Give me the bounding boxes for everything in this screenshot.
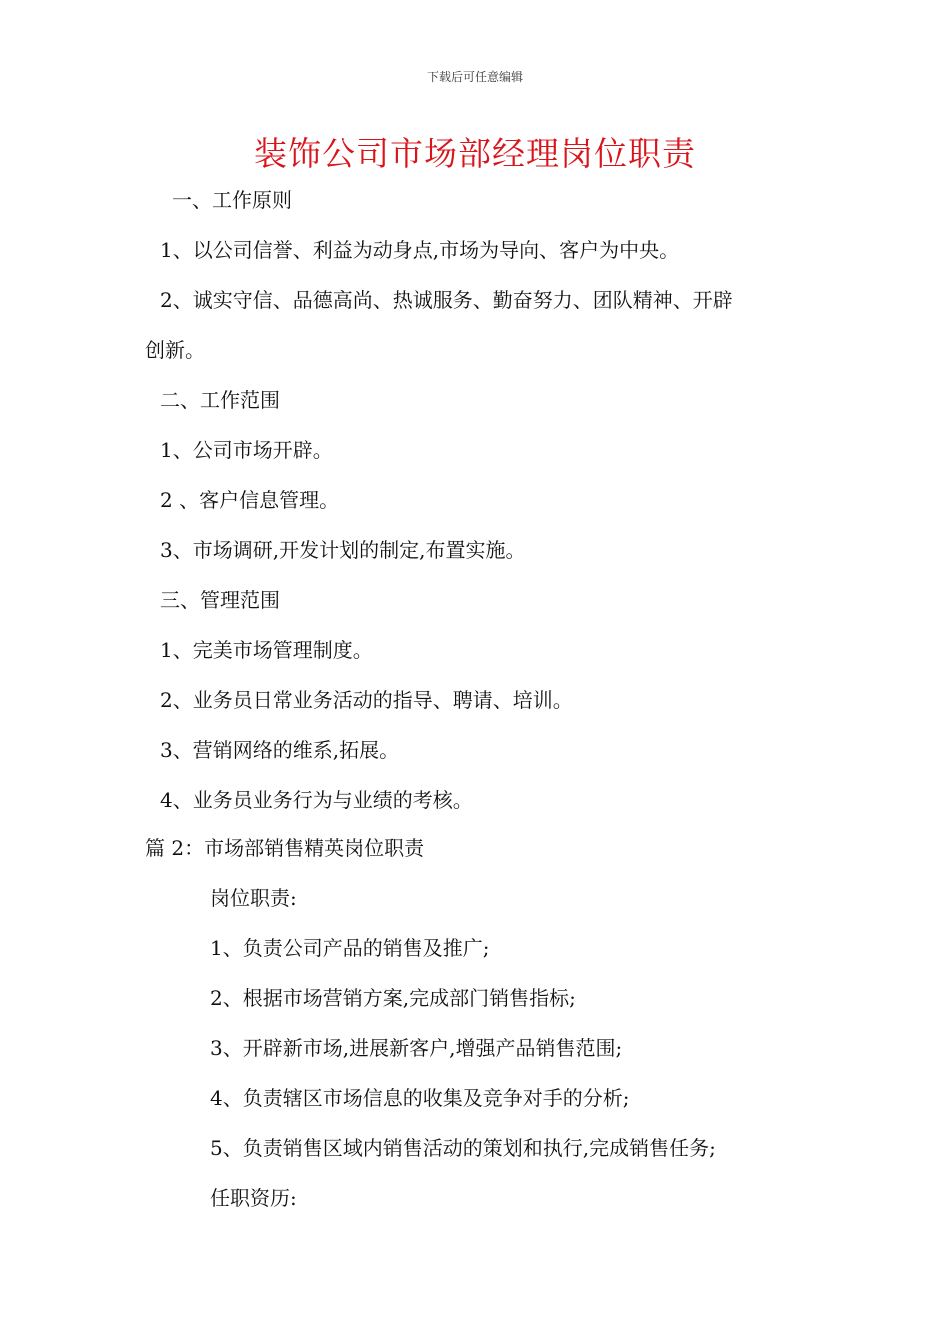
document-title: 装饰公司市场部经理岗位职责 — [254, 134, 696, 173]
paragraph: 2、业务员日常业务活动的指导、聘请、培训。 — [160, 688, 573, 712]
paragraph: 5、负责销售区域内销售活动的策划和执行,完成销售任务; — [210, 1136, 716, 1160]
paragraph: 2 、客户信息管理。 — [160, 488, 340, 512]
paragraph: 4、业务员业务行为与业绩的考核。 — [160, 788, 473, 812]
subheading-duties: 岗位职责: — [210, 886, 297, 910]
paragraph: 4、负责辖区市场信息的收集及竞争对手的分析; — [210, 1086, 630, 1110]
paragraph: 1、完美市场管理制度。 — [160, 638, 373, 662]
section-heading-principles: 一、工作原则 — [172, 188, 292, 212]
section-heading-scope: 二、工作范围 — [160, 388, 280, 412]
paragraph: 1、负责公司产品的销售及推广; — [210, 936, 490, 960]
paragraph: 3、营销网络的维系,拓展。 — [160, 738, 400, 762]
paragraph-continuation: 创新。 — [145, 338, 205, 362]
paragraph: 2、诚实守信、品德高尚、热诚服务、勤奋努力、团队精神、开辟 — [160, 288, 733, 312]
chapter-heading: 篇 2：市场部销售精英岗位职责 — [145, 836, 425, 860]
paragraph: 3、市场调研,开发计划的制定,布置实施。 — [160, 538, 526, 562]
section-heading-management: 三、管理范围 — [160, 588, 280, 612]
paragraph: 2、根据市场营销方案,完成部门销售指标; — [210, 986, 576, 1010]
paragraph: 1、以公司信誉、利益为动身点,市场为导向、客户为中央。 — [160, 238, 680, 262]
subheading-qualifications: 任职资历: — [210, 1186, 297, 1210]
header-note: 下载后可任意编辑 — [426, 70, 523, 84]
paragraph: 3、开辟新市场,进展新客户,增强产品销售范围; — [210, 1036, 623, 1060]
paragraph: 1、公司市场开辟。 — [160, 438, 333, 462]
